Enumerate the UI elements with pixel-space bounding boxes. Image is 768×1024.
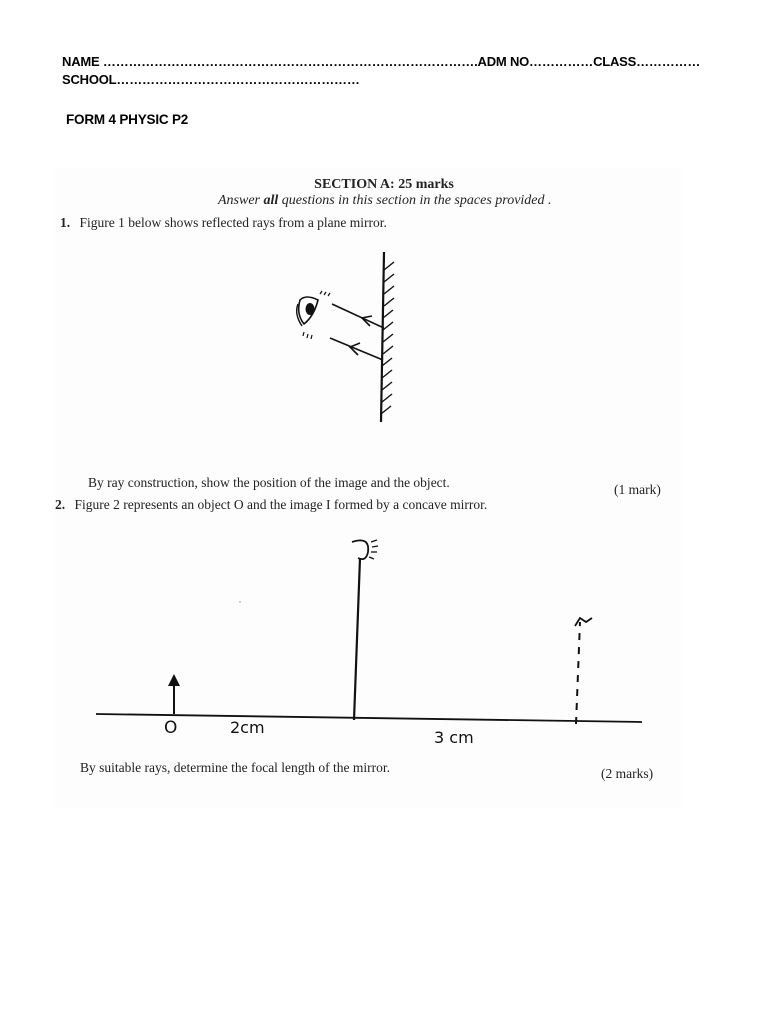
principal-axis bbox=[96, 714, 642, 722]
paper-title: FORM 4 PHYSIC P2 bbox=[66, 112, 189, 127]
figure-1-plane-mirror bbox=[280, 248, 410, 428]
section-title: SECTION A: 25 marks bbox=[314, 177, 454, 192]
class-field[interactable]: …………… bbox=[636, 54, 701, 69]
distance-label-3cm: 3 cm bbox=[434, 728, 474, 747]
header-line-1 bbox=[62, 54, 700, 69]
reflected-ray-2 bbox=[330, 338, 383, 360]
mirror-curl bbox=[352, 540, 368, 559]
name-label: NAME bbox=[62, 54, 100, 69]
class-label: CLASS bbox=[593, 54, 637, 69]
school-field[interactable]: ………………………………………………… bbox=[116, 72, 360, 87]
image-arrow-dashed bbox=[576, 622, 580, 724]
object-arrowhead bbox=[168, 674, 180, 686]
school-label: SCHOOL bbox=[62, 72, 117, 87]
distance-label-2cm: 2cm bbox=[230, 718, 265, 737]
mirror-line bbox=[381, 252, 384, 422]
question-1-marks: (1 mark) bbox=[614, 482, 661, 497]
question-1 bbox=[60, 215, 387, 231]
question-2-task: By suitable rays, determine the focal length of the mirror. bbox=[80, 760, 391, 775]
question-1-task: By ray construction, show the position of the image and the object. bbox=[88, 475, 450, 490]
object-label: O bbox=[164, 718, 178, 738]
question-1-number: 1. bbox=[60, 215, 71, 230]
image-arrowhead bbox=[575, 618, 592, 626]
header-line-2 bbox=[62, 72, 360, 87]
figure-2-concave-mirror bbox=[90, 528, 650, 728]
question-2 bbox=[55, 497, 487, 513]
concave-mirror bbox=[354, 558, 360, 720]
question-2-marks: (2 marks) bbox=[601, 766, 654, 781]
adm-field[interactable]: …………… bbox=[529, 54, 594, 69]
section-instruction: Answer all questions in this section in the spaces provided . bbox=[218, 193, 552, 208]
eye-icon bbox=[297, 291, 330, 339]
adm-label: .ADM NO bbox=[474, 54, 530, 69]
question-2-number: 2. bbox=[55, 497, 66, 512]
question-1-text: Figure 1 below shows reflected rays from a plane mirror. bbox=[79, 215, 387, 230]
question-2-text: Figure 2 represents an object O and the image I formed by a concave mirror. bbox=[74, 497, 488, 512]
name-field[interactable]: …………………………………………………………………………… bbox=[102, 54, 475, 69]
reflected-ray-1 bbox=[332, 304, 384, 328]
